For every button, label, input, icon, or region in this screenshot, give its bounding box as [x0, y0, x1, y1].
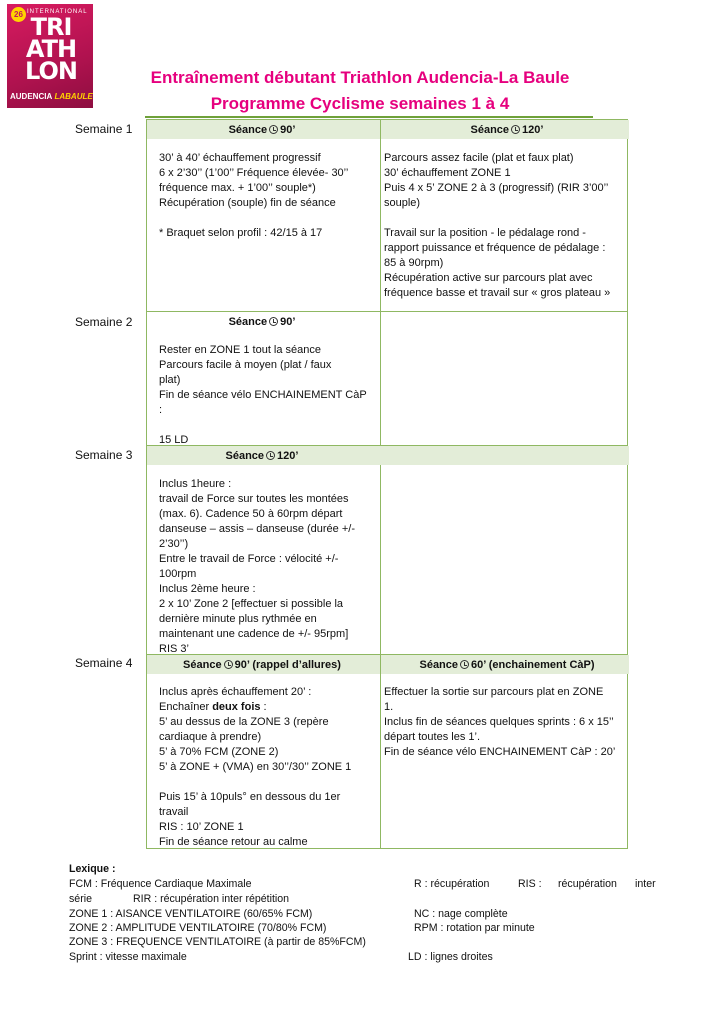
lexique-item: RPM : rotation par minute: [414, 922, 535, 934]
lexique-item: RIS :: [518, 878, 542, 890]
week-3-block: [146, 446, 628, 655]
session-text: Inclus 1heure : travail de Force sur toutes les montées (max. 6). Cadence 50 à 60rpm départ danseuse – assis – danseuse (durée +/- 2’30’’) Entre le travail de Force : vélocité +/- 100rpm Inclus 2ème heure : 2 x 10’ Zone 2 [effectuer si possible la dernière minute plus rythmée en maintenant une cadence de +/- 95rpm] RIS 3’: [159, 478, 355, 655]
lexique-item: LD : lignes droites: [408, 951, 493, 963]
clock-icon: [266, 451, 275, 460]
lexique-heading: Lexique :: [69, 863, 116, 875]
column-divider: [380, 655, 381, 848]
logo-line: LON: [25, 57, 77, 85]
logo-badge: 26: [11, 7, 26, 22]
session-header: Séance 90’ (rappel d’allures): [183, 659, 341, 671]
session-text: 30’ à 40’ échauffement progressif 6 x 2’30’’ (1’00’’ Fréquence élevée- 30’’ fréquence max. + 1’00’’ souple*) Récupération (souple) fin de séance * Braquet selon profil : 42/15 à 17: [159, 152, 349, 239]
lexique-item: série: [69, 893, 92, 905]
session-header: Séance 60’ (enchainement CàP): [419, 659, 595, 671]
title-divider: [145, 116, 593, 118]
lexique-item: ZONE 1 : AISANCE VENTILATOIRE (60/65% FCM): [69, 908, 313, 920]
week-label: Semaine 3: [75, 448, 133, 462]
lexique-item: ZONE 2 : AMPLITUDE VENTILATOIRE (70/80% FCM): [69, 922, 327, 934]
logo-line: TRI: [30, 13, 72, 41]
session-text: Inclus après échauffement 20’ : Enchaîner deux fois : 5’ au dessus de la ZONE 3 (repère cardiaque à prendre) 5’ à 70% FCM (ZONE 2) 5’ à ZONE + (VMA) en 30’’/30’’ ZONE 1 Puis 15’ à 10puls° en dessous du 1er travail RIS : 10’ ZONE 1 Fin de séance retour au calme: [159, 686, 352, 848]
logo-line: ATH: [25, 35, 77, 63]
week-1-block: [146, 119, 628, 312]
week-label: Semaine 1: [75, 122, 133, 136]
triathlon-logo: [7, 4, 93, 108]
session-text: Rester en ZONE 1 tout la séance Parcours facile à moyen (plat / faux plat) Fin de séance vélo ENCHAINEMENT CàP : 15 LD: [159, 344, 367, 446]
clock-icon: [511, 125, 520, 134]
lexique-item: Sprint : vitesse maximale: [69, 951, 187, 963]
session-header: Séance 90’: [228, 316, 296, 328]
lexique-item: récupération: [558, 878, 617, 890]
week-label: Semaine 2: [75, 315, 133, 329]
session-header: Séance 120’: [225, 450, 299, 462]
clock-icon: [460, 660, 469, 669]
page-subtitle: Programme Cyclisme semaines 1 à 4: [210, 94, 510, 113]
clock-icon: [269, 125, 278, 134]
week-4-block: [146, 655, 628, 849]
week-label: Semaine 4: [75, 656, 133, 670]
clock-icon: [224, 660, 233, 669]
clock-icon: [269, 317, 278, 326]
column-divider: [380, 465, 381, 654]
lexique-item: inter: [635, 878, 656, 890]
lexique-item: NC : nage complète: [414, 908, 508, 920]
lexique-item: ZONE 3 : FREQUENCE VENTILATOIRE (à partir de 85%FCM): [69, 936, 366, 948]
lexique-item: RIR : récupération inter répétition: [133, 893, 290, 905]
session-header: Séance 120’: [470, 124, 544, 136]
lexique-item: FCM : Fréquence Cardiaque Maximale: [69, 878, 252, 890]
session-header: Séance 90’: [228, 124, 296, 136]
column-divider: [380, 312, 381, 445]
column-divider: [380, 120, 381, 311]
lexique-item: R : récupération: [414, 878, 490, 890]
week-2-block: [146, 312, 628, 446]
logo-international: INTERNATIONAL: [27, 9, 88, 15]
logo-org: AUDENCIA LABAULE: [10, 92, 93, 101]
session-text: Effectuer la sortie sur parcours plat en ZONE 1. Inclus fin de séances quelques sprints : 6 x 15’’ départ toutes les 1’. Fin de séance vélo ENCHAINEMENT CàP : 20’: [384, 686, 616, 758]
page-title: Entraînement débutant Triathlon Audencia-La Baule: [150, 68, 570, 87]
session-text: Parcours assez facile (plat et faux plat) 30’ échauffement ZONE 1 Puis 4 x 5’ ZONE 2 à 3 (progressif) (RIR 3’00’’ souple) Travail sur la position - le pédalage rond - rapport puissance et fréquence de pédalage : 85 à 90rpm) Récupération active sur parcours plat avec fréquence basse et travail sur « gros plateau »: [384, 152, 611, 299]
